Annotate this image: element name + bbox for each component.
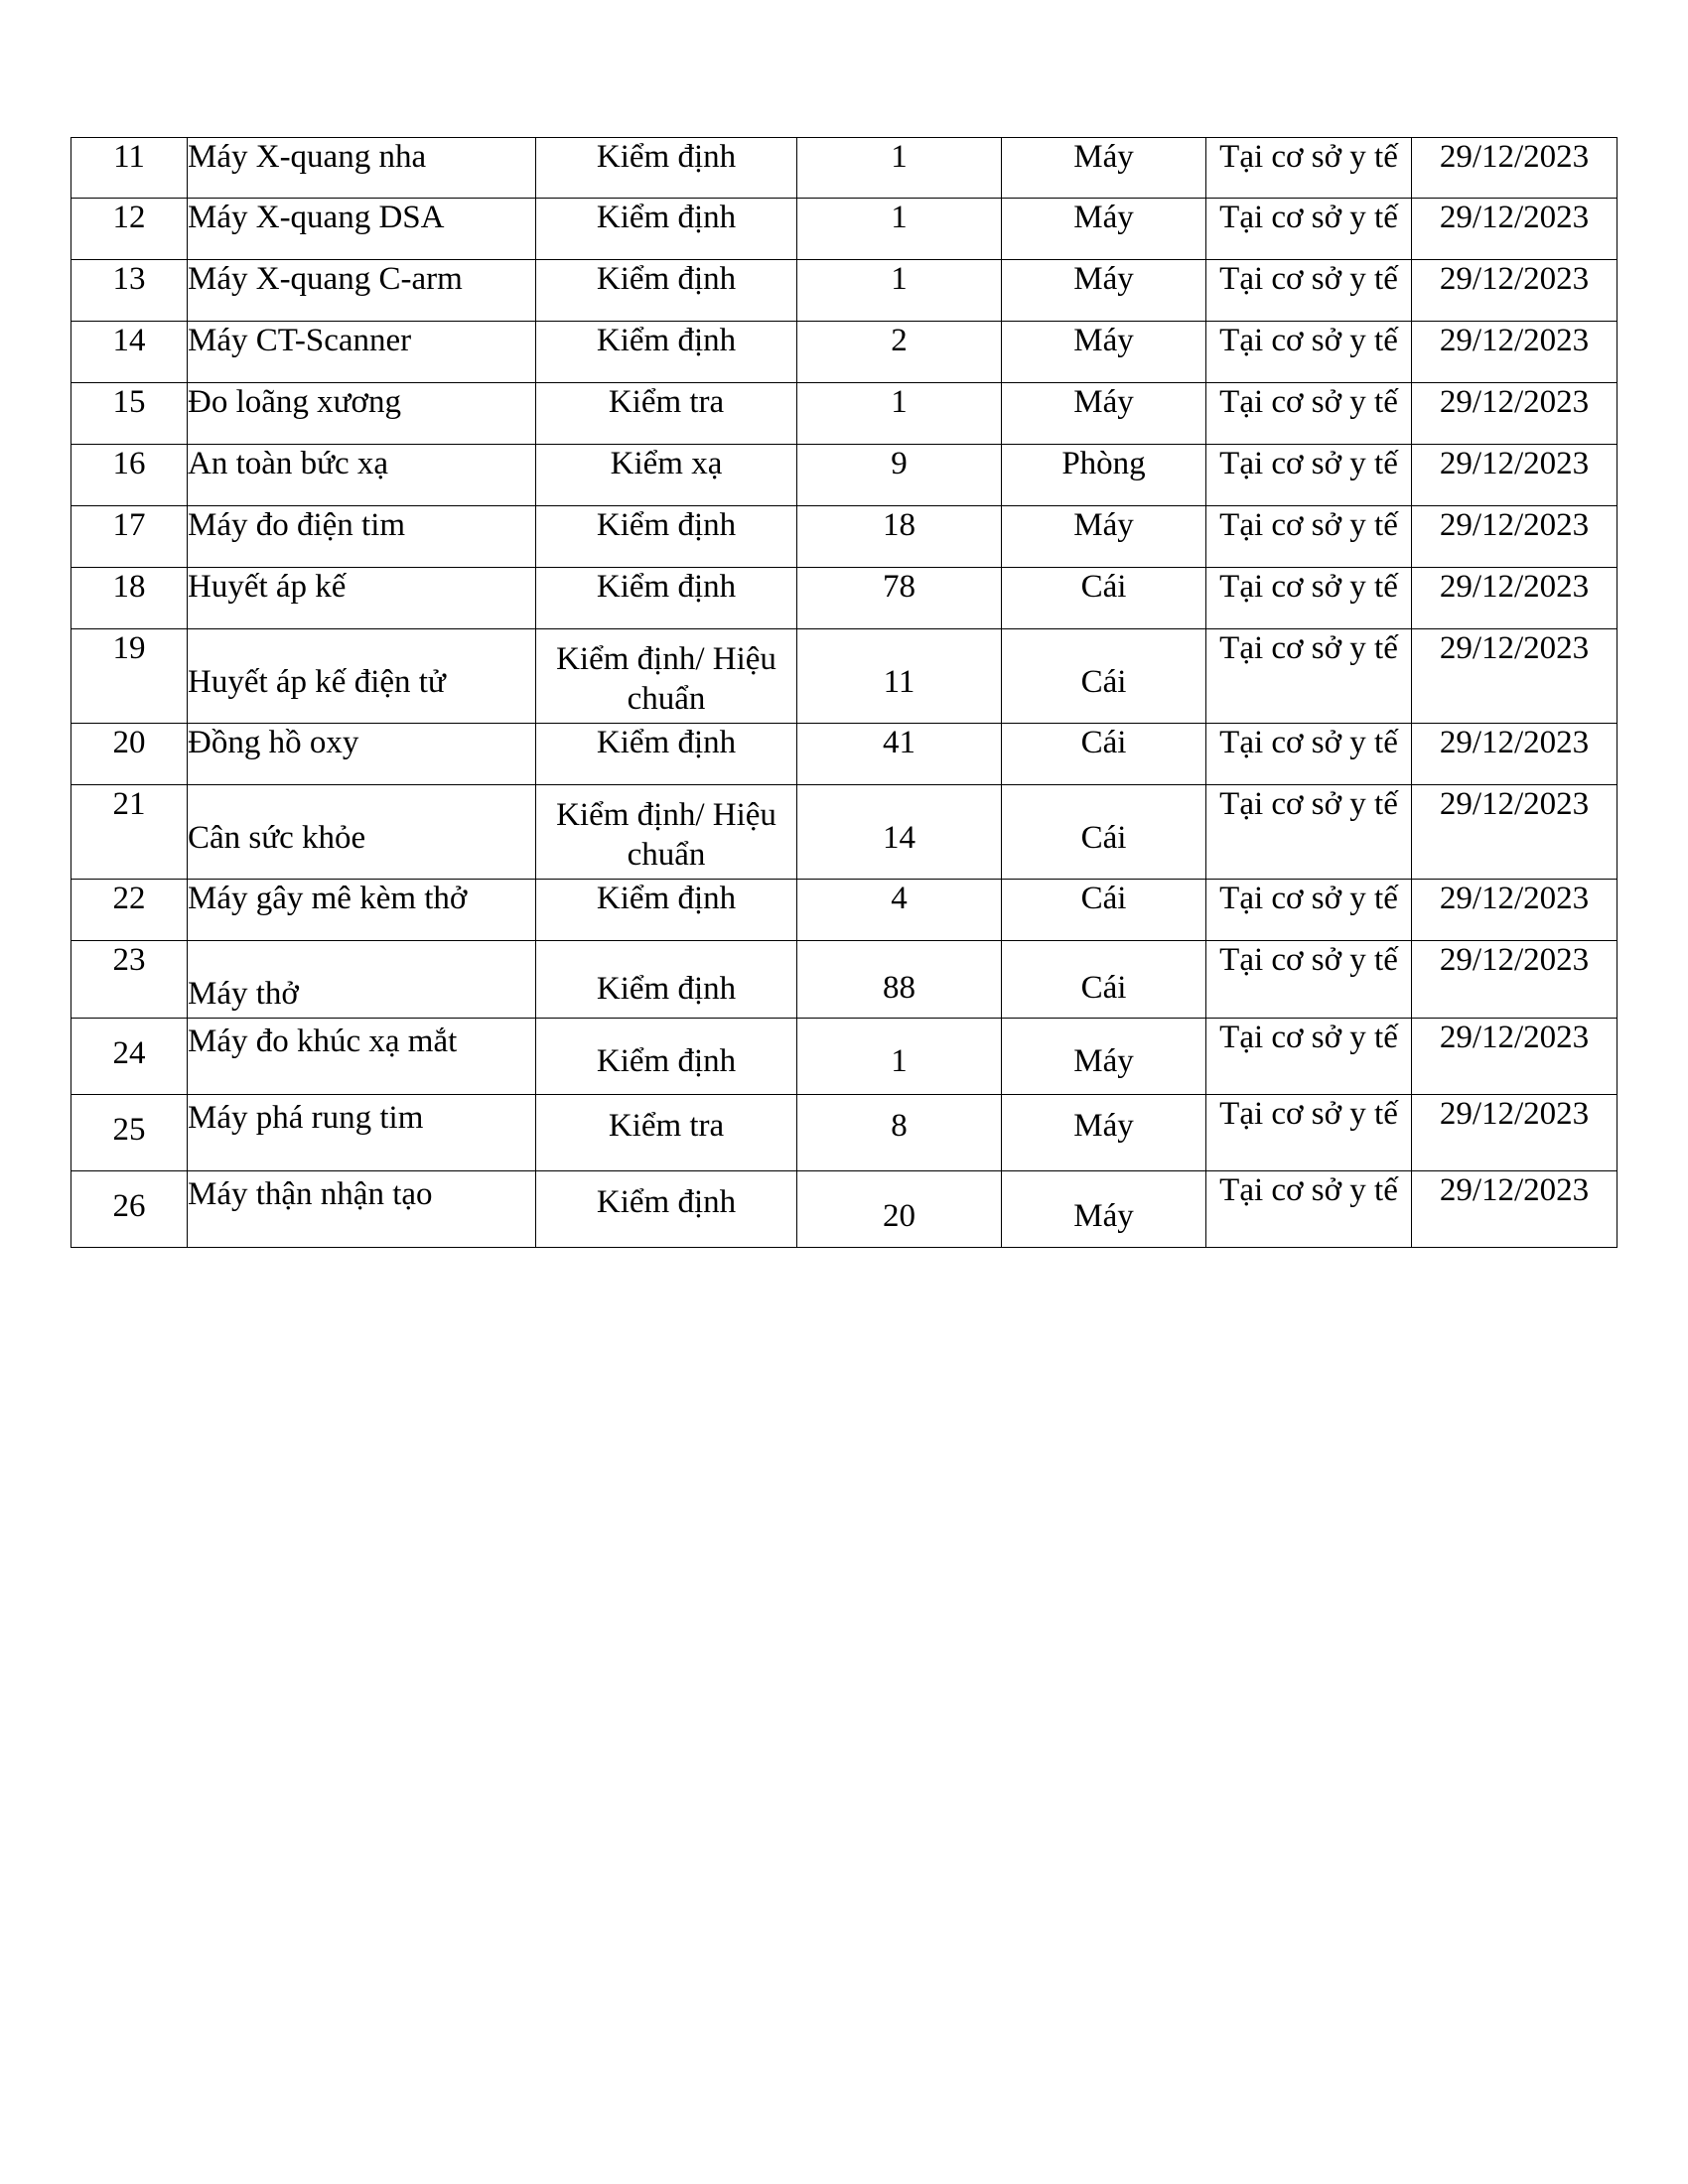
- date: 29/12/2023: [1412, 506, 1618, 568]
- unit: Máy: [1002, 260, 1206, 322]
- table-row: [71, 880, 1618, 941]
- quantity: 1: [797, 260, 1002, 322]
- table-row: [71, 1019, 1618, 1095]
- service-type: Kiểm định: [536, 138, 797, 199]
- date: 29/12/2023: [1412, 1171, 1618, 1248]
- table-row: [71, 1171, 1618, 1248]
- service-type: Kiểm định: [536, 880, 797, 941]
- table-row: [71, 1095, 1618, 1171]
- unit: Máy: [1002, 1095, 1206, 1171]
- equipment-name: Máy đo điện tim: [188, 506, 536, 568]
- row-number: 14: [71, 322, 188, 383]
- quantity: 78: [797, 568, 1002, 629]
- row-number: 19: [71, 629, 188, 724]
- quantity: 8: [797, 1095, 1002, 1171]
- row-number: 26: [71, 1171, 188, 1248]
- row-number: 23: [71, 941, 188, 1019]
- table-row: [71, 568, 1618, 629]
- table-row: [71, 445, 1618, 506]
- table-row: [71, 724, 1618, 785]
- row-number: 22: [71, 880, 188, 941]
- service-type: Kiểm xạ: [536, 445, 797, 506]
- equipment-name: Máy CT-Scanner: [188, 322, 536, 383]
- unit: Máy: [1002, 1171, 1206, 1248]
- location: Tại cơ sở y tế: [1206, 724, 1412, 785]
- unit: Cái: [1002, 568, 1206, 629]
- table-row: [71, 629, 1618, 724]
- table-row: [71, 383, 1618, 445]
- table-row: [71, 785, 1618, 880]
- date: 29/12/2023: [1412, 199, 1618, 260]
- date: 29/12/2023: [1412, 1019, 1618, 1095]
- quantity: 9: [797, 445, 1002, 506]
- equipment-name: Máy X-quang DSA: [188, 199, 536, 260]
- unit: Cái: [1002, 629, 1206, 724]
- quantity: 2: [797, 322, 1002, 383]
- quantity: 11: [797, 629, 1002, 724]
- quantity: 1: [797, 138, 1002, 199]
- date: 29/12/2023: [1412, 1095, 1618, 1171]
- quantity: 88: [797, 941, 1002, 1019]
- service-type: Kiểm định: [536, 322, 797, 383]
- row-number: 21: [71, 785, 188, 880]
- quantity: 14: [797, 785, 1002, 880]
- unit: Cái: [1002, 785, 1206, 880]
- location: Tại cơ sở y tế: [1206, 383, 1412, 445]
- unit: Máy: [1002, 199, 1206, 260]
- location: Tại cơ sở y tế: [1206, 785, 1412, 880]
- location: Tại cơ sở y tế: [1206, 445, 1412, 506]
- row-number: 16: [71, 445, 188, 506]
- location: Tại cơ sở y tế: [1206, 322, 1412, 383]
- equipment-name: An toàn bức xạ: [188, 445, 536, 506]
- location: Tại cơ sở y tế: [1206, 629, 1412, 724]
- row-number: 17: [71, 506, 188, 568]
- date: 29/12/2023: [1412, 322, 1618, 383]
- location: Tại cơ sở y tế: [1206, 568, 1412, 629]
- unit: Máy: [1002, 1019, 1206, 1095]
- equipment-name: Huyết áp kế: [188, 568, 536, 629]
- location: Tại cơ sở y tế: [1206, 506, 1412, 568]
- equipment-name: Máy phá rung tim: [188, 1095, 536, 1171]
- location: Tại cơ sở y tế: [1206, 138, 1412, 199]
- service-type: Kiểm tra: [536, 1095, 797, 1171]
- location: Tại cơ sở y tế: [1206, 1171, 1412, 1248]
- table-row: [71, 138, 1618, 199]
- service-type: Kiểm định: [536, 260, 797, 322]
- date: 29/12/2023: [1412, 941, 1618, 1019]
- table-row: [71, 199, 1618, 260]
- equipment-name: Máy X-quang C-arm: [188, 260, 536, 322]
- quantity: 1: [797, 1019, 1002, 1095]
- equipment-name: Cân sức khỏe: [188, 785, 536, 880]
- equipment-name: Máy thận nhận tạo: [188, 1171, 536, 1248]
- location: Tại cơ sở y tế: [1206, 941, 1412, 1019]
- date: 29/12/2023: [1412, 260, 1618, 322]
- equipment-table-body: [71, 138, 1618, 1248]
- table-row: [71, 506, 1618, 568]
- service-type: Kiểm tra: [536, 383, 797, 445]
- quantity: 1: [797, 199, 1002, 260]
- row-number: 25: [71, 1095, 188, 1171]
- table-row: [71, 260, 1618, 322]
- equipment-name: Huyết áp kế điện tử: [188, 629, 536, 724]
- unit: Máy: [1002, 506, 1206, 568]
- row-number: 13: [71, 260, 188, 322]
- equipment-name: Máy thở: [188, 941, 536, 1019]
- date: 29/12/2023: [1412, 138, 1618, 199]
- equipment-name: Đồng hồ oxy: [188, 724, 536, 785]
- row-number: 18: [71, 568, 188, 629]
- location: Tại cơ sở y tế: [1206, 880, 1412, 941]
- table-row: [71, 322, 1618, 383]
- unit: Cái: [1002, 724, 1206, 785]
- location: Tại cơ sở y tế: [1206, 199, 1412, 260]
- location: Tại cơ sở y tế: [1206, 260, 1412, 322]
- location: Tại cơ sở y tế: [1206, 1019, 1412, 1095]
- equipment-name: Máy gây mê kèm thở: [188, 880, 536, 941]
- row-number: 15: [71, 383, 188, 445]
- location: Tại cơ sở y tế: [1206, 1095, 1412, 1171]
- row-number: 12: [71, 199, 188, 260]
- service-type: Kiểm định: [536, 568, 797, 629]
- service-type: Kiểm định/ Hiệu chuẩn: [536, 785, 797, 880]
- service-type: Kiểm định: [536, 506, 797, 568]
- unit: Cái: [1002, 880, 1206, 941]
- unit: Máy: [1002, 383, 1206, 445]
- quantity: 1: [797, 383, 1002, 445]
- date: 29/12/2023: [1412, 568, 1618, 629]
- date: 29/12/2023: [1412, 383, 1618, 445]
- service-type: Kiểm định: [536, 1171, 797, 1248]
- quantity: 18: [797, 506, 1002, 568]
- service-type: Kiểm định: [536, 1019, 797, 1095]
- row-number: 11: [71, 138, 188, 199]
- quantity: 41: [797, 724, 1002, 785]
- service-type: Kiểm định: [536, 941, 797, 1019]
- unit: Cái: [1002, 941, 1206, 1019]
- service-type: Kiểm định: [536, 724, 797, 785]
- date: 29/12/2023: [1412, 629, 1618, 724]
- equipment-name: Đo loãng xương: [188, 383, 536, 445]
- date: 29/12/2023: [1412, 724, 1618, 785]
- date: 29/12/2023: [1412, 445, 1618, 506]
- service-type: Kiểm định/ Hiệu chuẩn: [536, 629, 797, 724]
- row-number: 20: [71, 724, 188, 785]
- date: 29/12/2023: [1412, 785, 1618, 880]
- equipment-table: [70, 137, 1618, 1248]
- equipment-name: Máy X-quang nha: [188, 138, 536, 199]
- date: 29/12/2023: [1412, 880, 1618, 941]
- equipment-name: Máy đo khúc xạ mắt: [188, 1019, 536, 1095]
- unit: Máy: [1002, 138, 1206, 199]
- quantity: 20: [797, 1171, 1002, 1248]
- unit: Máy: [1002, 322, 1206, 383]
- row-number: 24: [71, 1019, 188, 1095]
- service-type: Kiểm định: [536, 199, 797, 260]
- unit: Phòng: [1002, 445, 1206, 506]
- table-row: [71, 941, 1618, 1019]
- quantity: 4: [797, 880, 1002, 941]
